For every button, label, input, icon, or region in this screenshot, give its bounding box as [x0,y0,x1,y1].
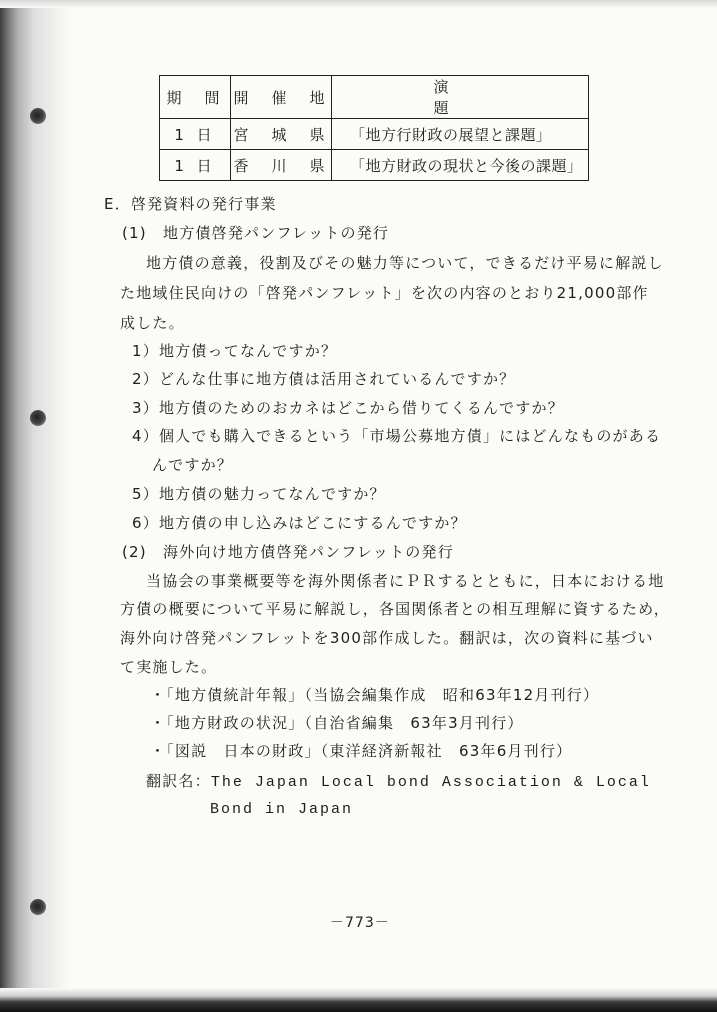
cell-theme: 「地方行財政の展望と課題」 [332,119,589,150]
translation-title-line2: Bond in Japan [210,801,354,818]
paragraph-line: 海外向け啓発パンフレットを300部作成した。翻訳は，次の資料に基づい [120,629,654,647]
paragraph-line: た地域住民向けの「啓発パンフレット」を次の内容のとおり21,000部作 [120,284,649,302]
bullet-item: ・「地方債統計年報」（当協会編集作成 昭和63年12月刊行） [150,686,600,704]
events-table [159,75,646,181]
table-header-row [160,76,589,119]
subsection-title: (2) 海外向け地方債啓発パンフレットの発行 [122,543,454,561]
list-item: 5）地方債の魅力ってなんですか？ [132,485,386,503]
list-item: 6）地方債の申し込みはどこにするんですか？ [132,514,467,532]
list-item: 4）個人でも購入できるという「市場公募地方債」にはどんなものがある [132,427,662,445]
page-number: －773－ [330,915,390,931]
list-item: 1）地方債ってなんですか？ [132,342,338,360]
cell-venue: 宮 城 県 [231,119,332,150]
cell-period: 1 日 [160,150,231,181]
paragraph-line: 成した。 [120,314,185,332]
table-row [160,150,589,181]
paragraph-line: 当協会の事業概要等を海外関係者にＰＲするとともに，日本における地 [146,572,665,590]
paragraph-line: 方債の概要について平易に解説し，各国関係者との相互理解に資するため， [120,600,670,618]
cell-theme: 「地方財政の現状と今後の課題」 [332,150,589,181]
list-item: 3）地方債のためのおカネはどこから借りてくるんですか？ [132,399,564,417]
translation-title-line1: The Japan Local bond Association & Local [210,774,651,791]
bullet-item: ・「図説 日本の財政」（東洋経済新報社 63年6月刊行） [150,742,573,760]
section-title: E．啓発資料の発行事業 [104,195,277,213]
cell-period: 1 日 [160,119,231,150]
table-row [160,119,589,150]
translation-name [146,770,651,791]
list-item: 2）どんな仕事に地方債は活用されているんですか？ [132,370,516,388]
header-theme: 演 題 [332,76,589,119]
list-item-continuation: んですか？ [152,456,234,474]
paragraph-line: 地方債の意義，役割及びその魅力等について，できるだけ平易に解説し [146,254,664,272]
header-period: 期 間 [160,76,231,119]
cell-venue: 香 川 県 [231,150,332,181]
subsection-title: (1) 地方債啓発パンフレットの発行 [122,224,390,242]
header-venue: 開 催 地 [231,76,332,119]
paragraph-line: て実施した。 [120,658,218,676]
translation-label: 翻訳名： [146,772,211,790]
bullet-item: ・「地方財政の状況」（自治省編集 63年3月刊行） [150,714,524,732]
